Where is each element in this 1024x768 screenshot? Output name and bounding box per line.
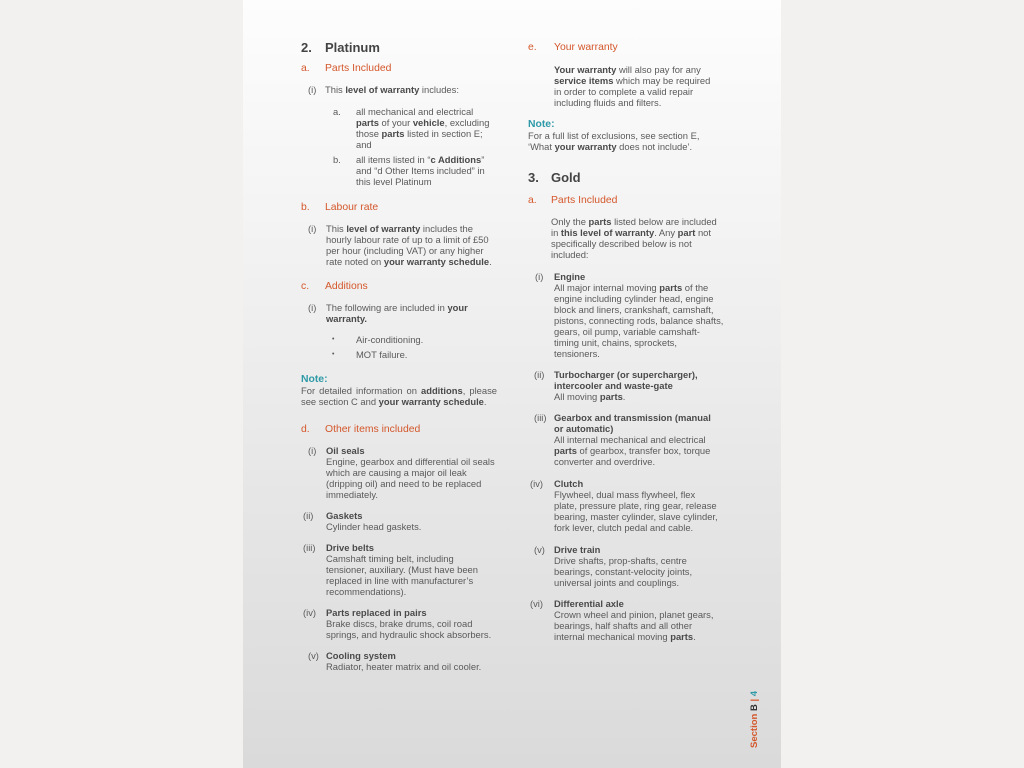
list-item-title: Drive belts [326,542,374,553]
section-page-footer: Section B | 4 [749,690,760,748]
your-warranty-heading: e. Your warranty [528,42,618,53]
section-label: Section [749,711,760,748]
note-block: Note: For detailed information on additions, please see section C and your warranty schedule. [301,374,497,407]
parts-included-heading: a. Parts Included [301,63,392,74]
list-item [301,542,511,597]
labour-rate-heading: b. Labour rate [301,202,379,213]
list-item-title: Oil seals [326,445,365,456]
list-item-text: Camshaft timing belt, including tensioner, auxiliary. (Must have been replaced in line with manufacturer’s recommendations). [326,553,478,597]
list-item: (iv) Clutch Flywheel, dual mass flywheel, flex plate, pressure plate, ring gear, release bearing, master cylinder, slave cylinder, fork lever, clutch pedal and cable. [530,478,718,533]
other-items-heading: d. Other items included [301,424,421,435]
list-item-title: Gaskets [326,510,363,521]
gold-parts-heading: a. Parts Included [528,195,618,206]
list-item [301,445,511,500]
list-item-text: Radiator, heater matrix and oil cooler. [326,661,482,672]
list-item-text: Brake discs, brake drums, coil road springs, and hydraulic shock absorbers. [326,618,492,640]
list-item-number: (iv) [303,607,317,618]
section-3-heading: 3. Gold [528,170,581,185]
list-item: (ii) Turbocharger (or supercharger), intercooler and waste-gate All moving parts. [534,369,698,402]
list-item-text: Cylinder head gaskets. [326,521,422,532]
list-item: (i) The following are included in your warranty. [308,302,468,324]
list-item: (i) Engine All major internal moving parts of the engine including cylinder head, engine block and liners, crankshaft, camshaft, pistons, connecting rods, balance shafts, gears, oil pump, variable camshaft-timing unit, chains, sprockets, tensioners. [535,271,724,359]
list-item: (vi) Differential axle Crown wheel and pinion, planet gears, bearings, half shafts and all other internal mechanical moving parts. [530,598,714,642]
list-item-title: Parts replaced in pairs [326,607,427,618]
list-item: (i) This level of warranty includes: [308,84,459,95]
other-items-list [301,445,511,672]
bullet-item: • Air-conditioning. [332,334,424,345]
additions-heading: c. Additions [301,281,368,292]
list-item: (i) This level of warranty includes the hourly labour rate of up to a limit of £50 per hour (including VAT) or any higher rate noted on your warranty schedule. [308,223,492,267]
list-item-number: (ii) [303,510,314,521]
right-column [528,42,728,642]
bullet-item: • MOT failure. [332,349,408,360]
list-item-title: Cooling system [326,650,396,661]
list-item: a. all mechanical and electrical parts of your vehicle, excluding those parts listed in section E; and [333,106,490,150]
list-item-number: (iii) [303,542,316,553]
list-item [301,510,511,532]
list-item-number: (v) [308,650,319,661]
gold-intro: Only the parts listed below are included in this level of warranty. Any part not specifically described below is not included: [551,216,717,260]
section-3-title: Gold [551,170,581,185]
page-number: 4 [749,690,760,697]
note-block: Note: For a full list of exclusions, see section E, ‘What your warranty does not include’. [528,119,700,152]
list-item: (v) Drive train Drive shafts, prop-shafts, centre bearings, constant-velocity joints, universal joints and couplings. [534,544,693,588]
list-item [301,607,511,640]
section-2-heading: 2. Platinum [301,40,380,55]
list-item-number: (i) [308,445,317,456]
list-item: b. all items listed in “c Additions” and “d Other Items included” in this level Platinum [333,154,485,187]
section-2-title: Platinum [325,40,380,55]
your-warranty-text: Your warranty will also pay for any service items which may be required in order to complete a valid repair including fluids and filters. [554,64,711,108]
left-column [301,42,511,672]
list-item [301,650,511,672]
list-item-text: Engine, gearbox and differential oil seals which are causing a major oil leak (dripping oil) and need to be replaced immediately. [326,456,495,500]
section-letter: B [749,704,760,712]
list-item: (iii) Gearbox and transmission (manual or automatic) All internal mechanical and electrical parts of gearbox, transfer box, torque converter and overdrive. [534,412,711,467]
document-page [243,0,781,768]
